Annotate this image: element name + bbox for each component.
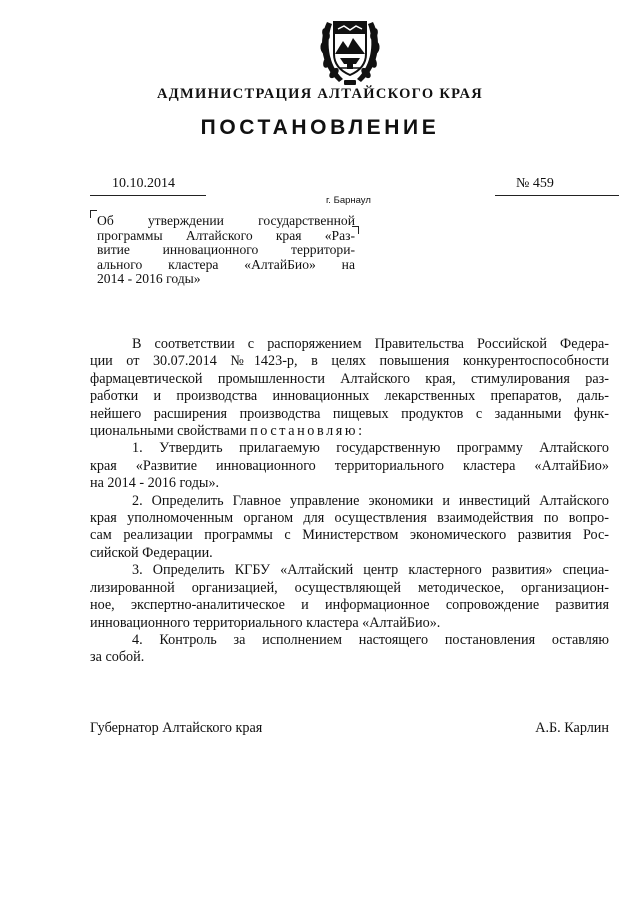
body-line: 2. Определить Главное управление экономики и инвестиций Алтайского bbox=[132, 492, 609, 509]
date-field bbox=[90, 176, 206, 196]
decree-colon: : bbox=[358, 423, 363, 440]
body-line: ции от 30.07.2014 №1423-р, в целях повышения конкурентоспособности bbox=[90, 353, 609, 370]
document-body bbox=[90, 336, 609, 667]
document-number: № 459 bbox=[516, 176, 554, 191]
body-line: края уполномоченным органом для осуществления взаимодействия по вопро- bbox=[90, 510, 609, 527]
document-type-title: ПОСТАНОВЛЕНИЕ bbox=[200, 116, 440, 139]
item-2 bbox=[90, 493, 609, 563]
body-line: фармацевтической промышленности Алтайского края, стимулирования раз- bbox=[90, 370, 609, 387]
document-subject bbox=[97, 214, 355, 287]
subject-line: витие инновационного территори- bbox=[97, 242, 355, 258]
body-line: инновационного территориального кластера «АлтайБио». bbox=[90, 614, 441, 631]
body-line: работки и производства инновационных лекарственных препаратов, даль- bbox=[90, 388, 609, 405]
subject-line: программы Алтайского края «Раз- bbox=[97, 227, 355, 243]
item-3 bbox=[90, 562, 609, 632]
body-line: 1. Утвердить прилагаемую государственную программу Алтайского bbox=[132, 440, 609, 457]
body-line: 4. Контроль за исполнением настоящего постановления оставляю bbox=[132, 631, 609, 648]
body-line: 3. Определить КГБУ «Алтайский центр кластерного развития» специа- bbox=[132, 562, 609, 579]
body-line: ное, экспертно-аналитическое и информационное сопровождение развития bbox=[90, 597, 609, 614]
body-line: края «Развитие инновационного территориального кластера «АлтайБио» bbox=[90, 457, 609, 474]
signer-name: А.Б. Карлин bbox=[535, 720, 609, 736]
item-1 bbox=[90, 440, 609, 492]
subject-line: ального кластера «АлтайБио» на bbox=[97, 256, 355, 272]
body-line: на 2014 - 2016 годы». bbox=[90, 475, 220, 492]
subject-corner-left bbox=[90, 210, 97, 218]
body-line: нейшего расширения производства пищевых продуктов с заданными функ- bbox=[90, 405, 609, 422]
city-label: г. Барнаул bbox=[326, 195, 371, 206]
body-line: сийской Федерации. bbox=[90, 544, 213, 561]
document-date: 10.10.2014 bbox=[112, 176, 175, 191]
body-line: лизированной организацией, осуществляющей методическое, организацион- bbox=[90, 579, 609, 596]
body-line-decree bbox=[90, 423, 609, 440]
body-line: сам реализации программы с Министерством экономического развития Рос- bbox=[90, 527, 609, 544]
preamble-paragraph bbox=[90, 336, 609, 440]
agency-name: АДМИНИСТРАЦИЯ АЛТАЙСКОГО КРАЯ bbox=[156, 86, 484, 102]
body-line: за собой. bbox=[90, 649, 145, 666]
subject-line: Об утверждении государственной bbox=[97, 213, 355, 228]
preamble-last-text: циональными свойствами bbox=[90, 423, 251, 440]
item-4 bbox=[90, 632, 609, 667]
signer-position: Губернатор Алтайского края bbox=[90, 720, 263, 736]
number-field bbox=[495, 176, 619, 196]
subject-line: 2014 - 2016 годы» bbox=[97, 271, 201, 287]
coat-of-arms-icon bbox=[317, 8, 383, 90]
decree-word: постановляю bbox=[250, 423, 359, 440]
body-line: В соответствии с распоряжением Правительства Российской Федера- bbox=[132, 336, 609, 352]
